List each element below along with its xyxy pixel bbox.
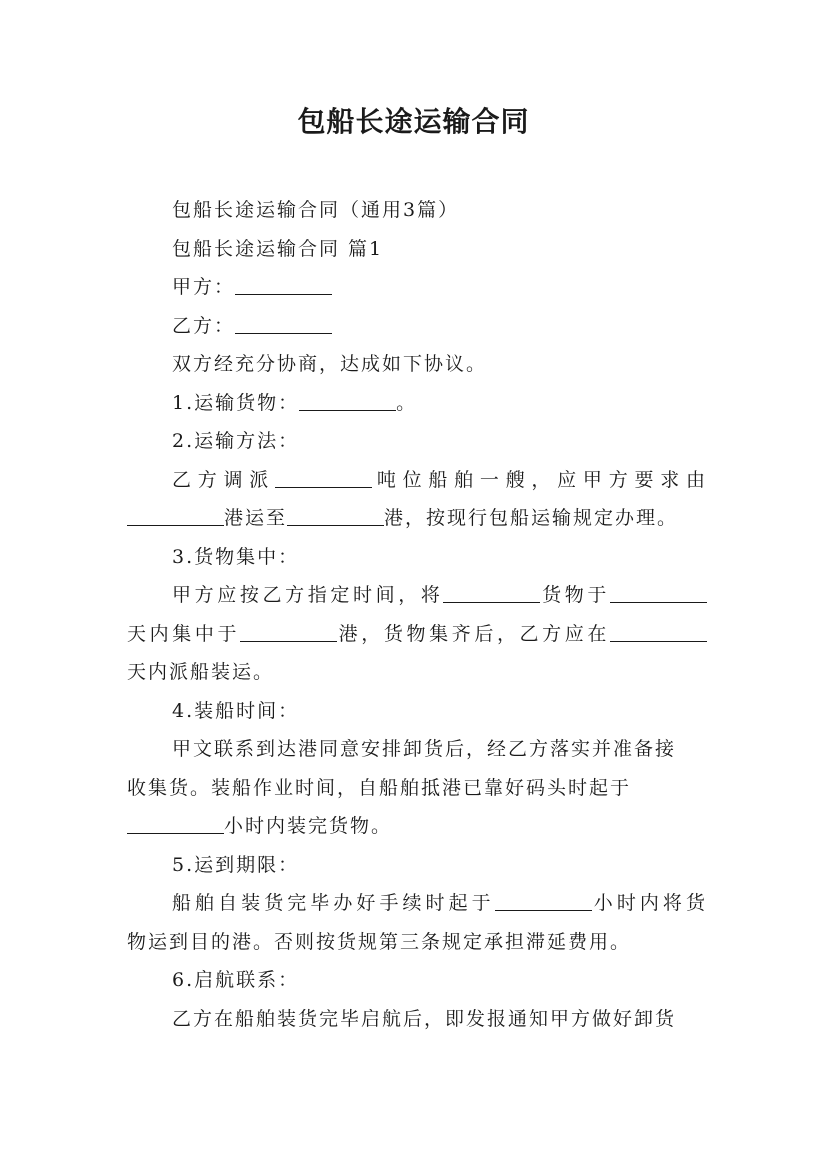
goods-blank [443,582,540,603]
tonnage-blank [275,467,372,488]
section-6-heading: 6.启航联系： [172,969,300,991]
section-5-text-a: 船舶自装货完毕办好手续时起于 [172,892,495,914]
section-5-line-2: 物运到目的港。否则按货规第三条规定承担滞延费用。 [127,930,632,953]
party-a-line [127,268,707,307]
party-b-line [127,307,707,346]
section-2-text-a: 乙方调派 [172,468,276,491]
loading-hours-blank [127,813,224,834]
section-5-text-b: 小时内将货 [591,892,707,914]
section-3-text-c: 天内集中于 [127,622,241,645]
section-4-text-end: 小时内装完货物。 [224,815,393,837]
party-b-label: 乙方： [172,314,236,337]
dispatch-days-blank [610,621,707,642]
section-2-line-1 [127,461,707,500]
section-3-line-1 [127,576,707,615]
section-1-end: 。 [396,391,418,414]
transit-hours-blank [495,890,592,911]
subtitle-line: 包船长途运输合同（通用3篇） [172,199,460,221]
section-1-line [127,384,707,423]
section-4-line-2: 收集货。装船作业时间，自船舶抵港已靠好码头时起于 [127,776,632,799]
party-a-label: 甲方： [172,276,236,298]
document-body [127,191,707,1038]
section-4-line-3 [127,807,707,846]
part-heading: 包船长途运输合同 篇1 [172,237,384,260]
section-3-line-3: 天内派船装运。 [127,661,275,683]
section-3-heading: 3.货物集中： [172,545,300,568]
document-title: 包船长途运输合同 [297,105,530,138]
section-6-line-1: 乙方在船舶装货完毕启航后，即发报通知甲方做好卸货 [172,1007,677,1030]
section-1-label: 1.运输货物： [172,391,300,414]
intro-line: 双方经充分协商，达成如下协议。 [172,353,488,375]
section-3-text-b: 货物于 [540,584,610,606]
section-4-heading: 4.装船时间： [172,699,300,722]
section-2-line-2 [127,499,707,538]
days-blank [610,582,707,603]
section-5-line-1 [127,884,707,923]
gathering-port-blank [240,621,337,642]
section-2-text-d: 港，按现行包船运输规定办理。 [384,507,679,529]
section-2-text-c: 港运至 [224,507,288,529]
section-3-line-2 [127,615,707,654]
party-a-blank [235,274,332,295]
origin-port-blank [127,505,224,526]
section-2-heading: 2.运输方法： [172,430,300,452]
party-b-blank [235,313,332,334]
section-2-text-b: 吨位船舶一艘，应甲方要求由 [372,468,707,491]
destination-port-blank [287,505,384,526]
cargo-blank [299,390,396,411]
section-3-text-a: 甲方应按乙方指定时间，将 [172,584,444,606]
section-3-text-d: 港，货物集齐后，乙方应在 [337,622,610,645]
section-4-line-1: 甲文联系到达港同意安排卸货后，经乙方落实并准备接 [172,738,677,760]
section-5-heading: 5.运到期限： [172,853,300,876]
